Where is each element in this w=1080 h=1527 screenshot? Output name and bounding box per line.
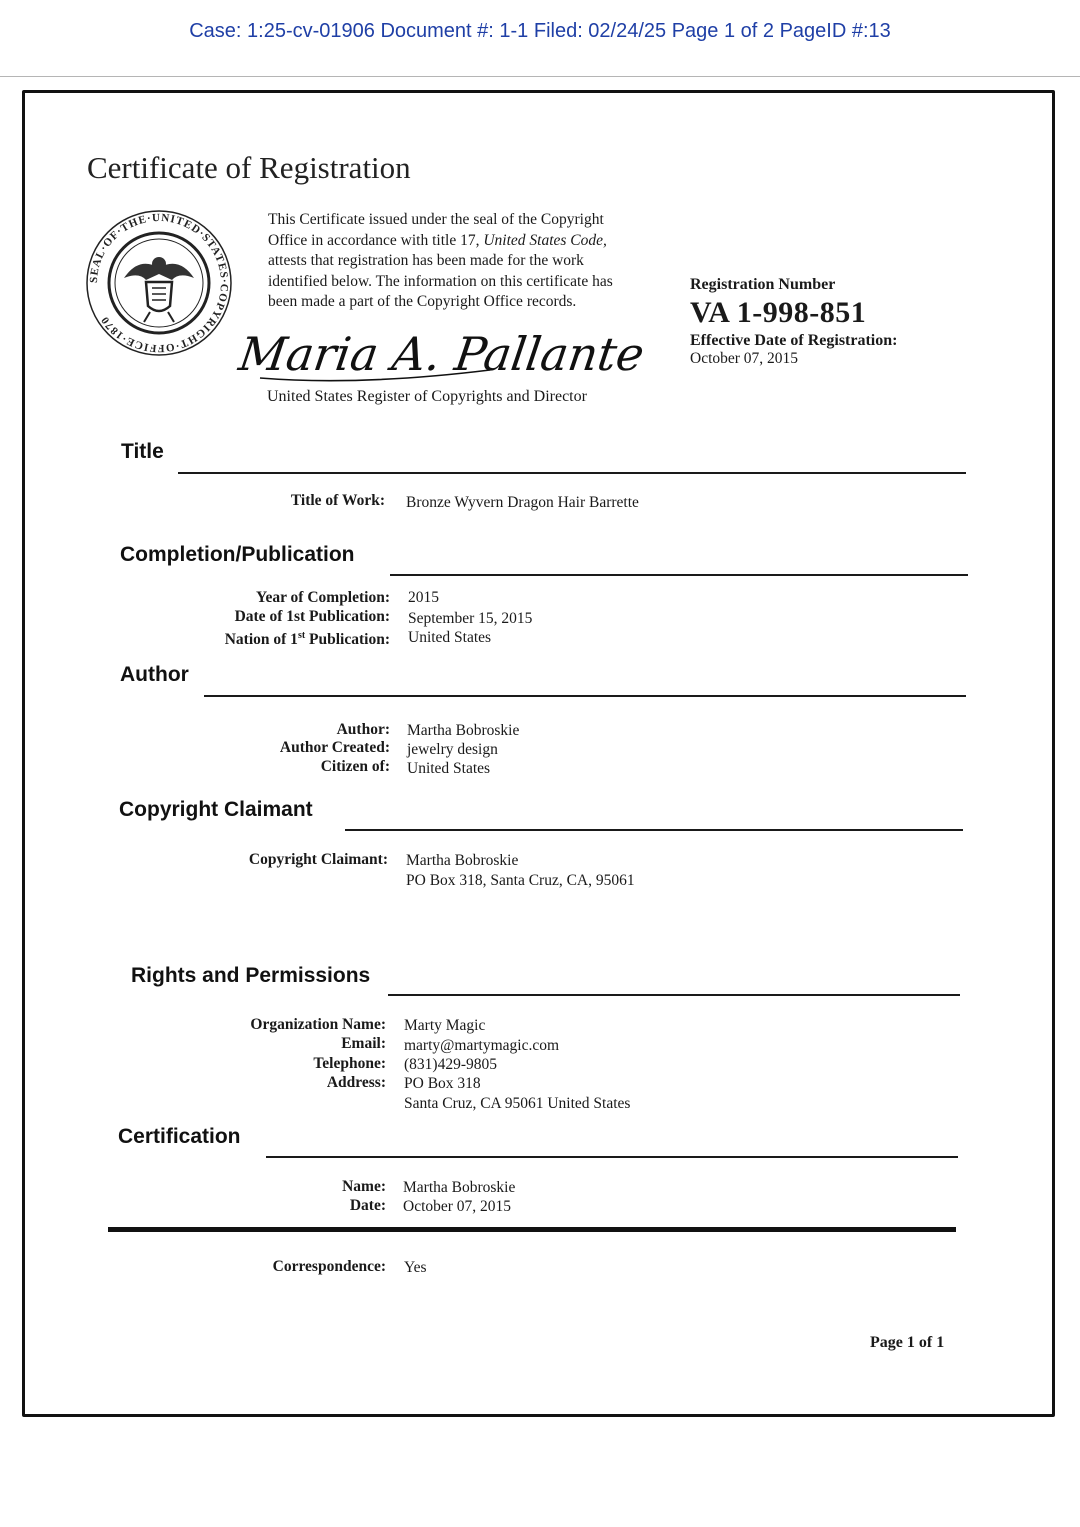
register-caption: United States Register of Copyrights and Director: [267, 388, 587, 405]
header-divider: [0, 76, 1080, 77]
year-of-completion-label: Year of Completion:: [255, 589, 390, 606]
certification-section-heading: Certification: [118, 1125, 241, 1148]
address-line2-value: Santa Cruz, CA 95061 United States: [404, 1095, 631, 1112]
citizen-of-value: United States: [407, 760, 491, 777]
correspondence-value: Yes: [404, 1259, 427, 1276]
title-section-rule: [178, 472, 966, 474]
author-section-heading: Author: [120, 663, 189, 686]
effective-date: October 07, 2015: [690, 350, 799, 367]
first-publication-date-label: Date of 1st Publication:: [234, 608, 390, 625]
seal-text: SEAL·OF·THE·UNITED·STATES·COPYRIGHT·OFFICE·1870: [87, 211, 231, 355]
copyright-office-seal-icon: [84, 208, 234, 358]
year-of-completion-value: 2015: [408, 589, 439, 606]
author-created-label: Author Created:: [279, 739, 390, 756]
rights-section-heading: Rights and Permissions: [131, 964, 371, 987]
citizen-of-label: Citizen of:: [320, 758, 390, 775]
completion-section-heading: Completion/Publication: [120, 543, 355, 566]
signature-text: Maria A. Pallante: [235, 327, 648, 381]
telephone-value: (831)429-9805: [404, 1056, 497, 1073]
registration-number-label: Registration Number: [690, 276, 836, 293]
copyright-claimant-label: Copyright Claimant:: [248, 851, 388, 868]
certificate-intro: This Certificate issued under the seal of the Copyright Office in accordance with title 17, United States Code, attests that registration has been made for the work identified below. The information on this certificate has been made a part of the Copyright Office records.: [268, 211, 613, 310]
case-header: Case: 1:25-cv-01906 Document #: 1-1 Filed: 02/24/25 Page 1 of 2 PageID #:13: [189, 20, 891, 42]
organization-name-label: Organization Name:: [250, 1016, 386, 1033]
effective-date-label: Effective Date of Registration:: [690, 332, 898, 349]
first-publication-nation-value: United States: [408, 629, 492, 646]
certification-name-value: Martha Bobroskie: [403, 1179, 516, 1196]
registration-number: VA 1-998-851: [690, 296, 867, 329]
organization-name-value: Marty Magic: [404, 1017, 486, 1034]
claimant-section-heading: Copyright Claimant: [119, 798, 313, 821]
certification-name-label: Name:: [342, 1178, 386, 1195]
author-name-label: Author:: [336, 721, 390, 738]
first-publication-nation-label: Nation of 1st Publication:: [224, 630, 390, 649]
title-of-work-value: Bronze Wyvern Dragon Hair Barrette: [406, 494, 639, 511]
copyright-claimant-name: Martha Bobroskie: [406, 852, 519, 869]
address-line1-value: PO Box 318: [404, 1075, 481, 1092]
claimant-section-rule: [345, 829, 963, 831]
certification-date-label: Date:: [349, 1197, 386, 1214]
register-signature: [235, 308, 648, 394]
title-section-heading: Title: [121, 440, 164, 463]
email-value: marty@martymagic.com: [404, 1037, 560, 1054]
rights-section-rule: [388, 994, 960, 996]
completion-section-rule: [390, 574, 968, 576]
author-created-value: jewelry design: [407, 741, 498, 758]
author-name-value: Martha Bobroskie: [407, 722, 520, 739]
certification-divider: [108, 1227, 956, 1232]
certificate-heading: Certificate of Registration: [87, 150, 411, 185]
telephone-label: Telephone:: [313, 1055, 386, 1072]
address-label: Address:: [326, 1074, 386, 1091]
correspondence-label: Correspondence:: [272, 1258, 386, 1275]
copyright-claimant-address: PO Box 318, Santa Cruz, CA, 95061: [406, 872, 635, 889]
certification-date-value: October 07, 2015: [403, 1198, 512, 1215]
certification-section-rule: [266, 1156, 958, 1158]
author-section-rule: [204, 695, 966, 697]
title-of-work-label: Title of Work:: [290, 492, 385, 509]
email-label: Email:: [341, 1035, 386, 1052]
first-publication-date-value: September 15, 2015: [408, 610, 533, 627]
page-number: Page 1 of 1: [870, 1334, 945, 1351]
